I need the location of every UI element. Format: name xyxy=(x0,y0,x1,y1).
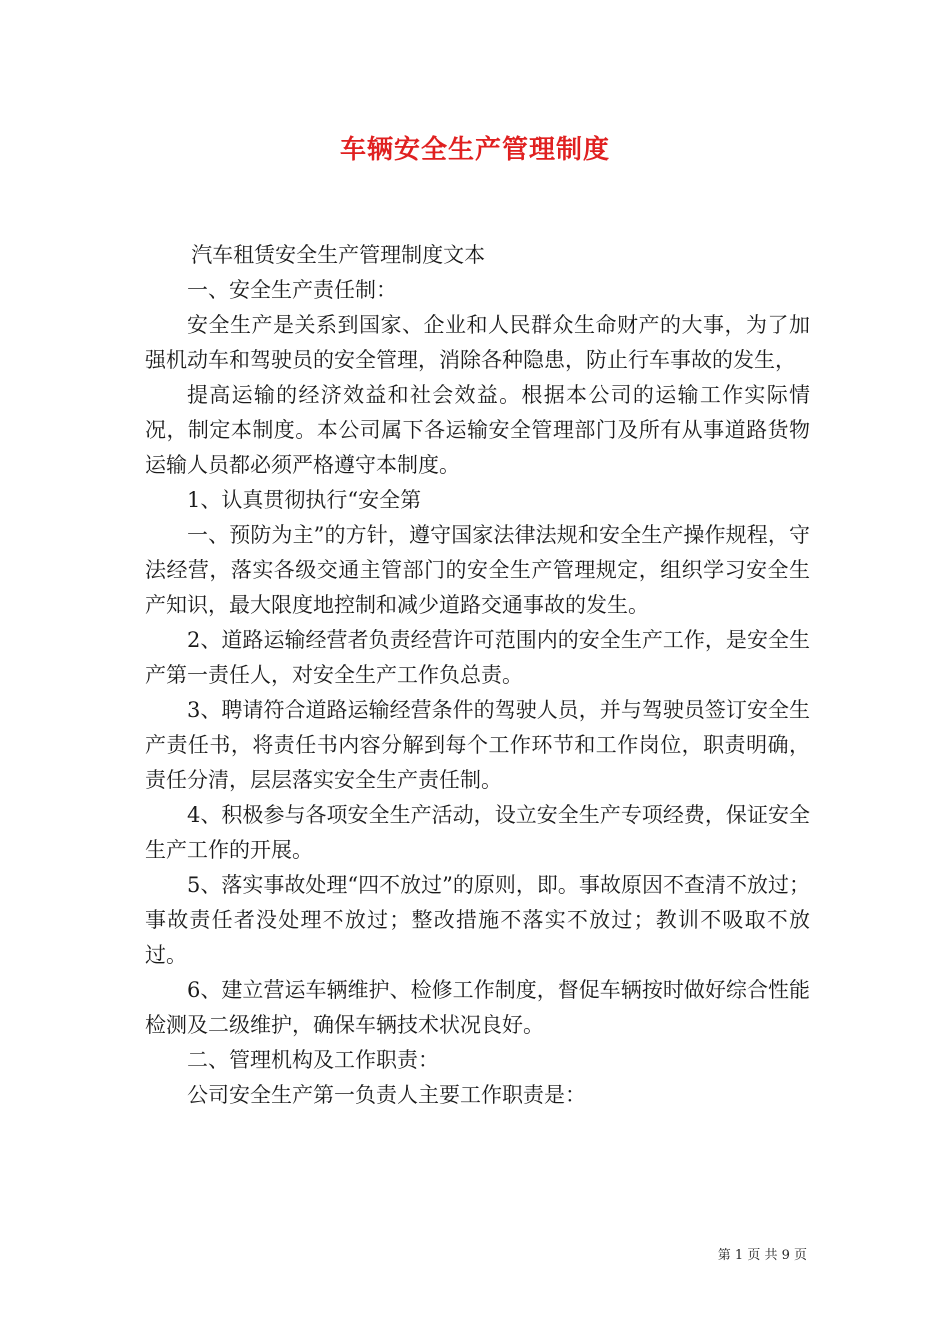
paragraph: 4、积极参与各项安全生产活动，设立安全生产专项经费，保证安全生产工作的开展。 xyxy=(145,803,810,862)
document-title: 车辆安全生产管理制度 xyxy=(339,135,610,165)
paragraph-section-1-heading: 一、安全生产责任制： xyxy=(187,278,397,302)
paragraph: 5、落实事故处理“四不放过”的原则，即。事故原因不查清不放过；事故责任者没处理不放过；整改措施不落实不放过；教训不吸取不放过。 xyxy=(145,873,810,967)
paragraph: 6、建立营运车辆维护、检修工作制度，督促车辆按时做好综合性能检测及二级维护，确保车辆技术状况良好。 xyxy=(145,978,810,1037)
paragraph: 一、预防为主”的方针，遵守国家法律法规和安全生产操作规程，守法经营，落实各级交通主管部门的安全生产管理规定，组织学习安全生产知识，最大限度地控制和减少道路交通事故的发生。 xyxy=(145,523,810,617)
paragraph: 安全生产是关系到国家、企业和人民群众生命财产的大事，为了加强机动车和驾驶员的安全管理，消除各种隐患，防止行车事故的发生， xyxy=(145,313,810,372)
paragraph: 1、认真贯彻执行“安全第 xyxy=(187,488,422,512)
paragraph-subtitle: 汽车租赁安全生产管理制度文本 xyxy=(191,243,486,267)
paragraph-section-2-heading: 二、管理机构及工作职责： xyxy=(187,1048,439,1072)
paragraph: 提高运输的经济效益和社会效益。根据本公司的运输工作实际情况，制定本制度。本公司属下各运输安全管理部门及所有从事道路货物运输人员都必须严格遵守本制度。 xyxy=(145,383,810,477)
paragraph: 2、道路运输经营者负责经营许可范围内的安全生产工作，是安全生产第一责任人，对安全生产工作负总责。 xyxy=(145,628,810,687)
page-number: 第 1 页 共 9 页 xyxy=(717,1248,807,1263)
paragraph: 3、聘请符合道路运输经营条件的驾驶人员，并与驾驶员签订安全生产责任书，将责任书内容分解到每个工作环节和工作岗位，职责明确，责任分清，层层落实安全生产责任制。 xyxy=(145,698,810,792)
paragraph: 公司安全生产第一负责人主要工作职责是： xyxy=(187,1083,586,1107)
document-body xyxy=(145,238,810,1113)
